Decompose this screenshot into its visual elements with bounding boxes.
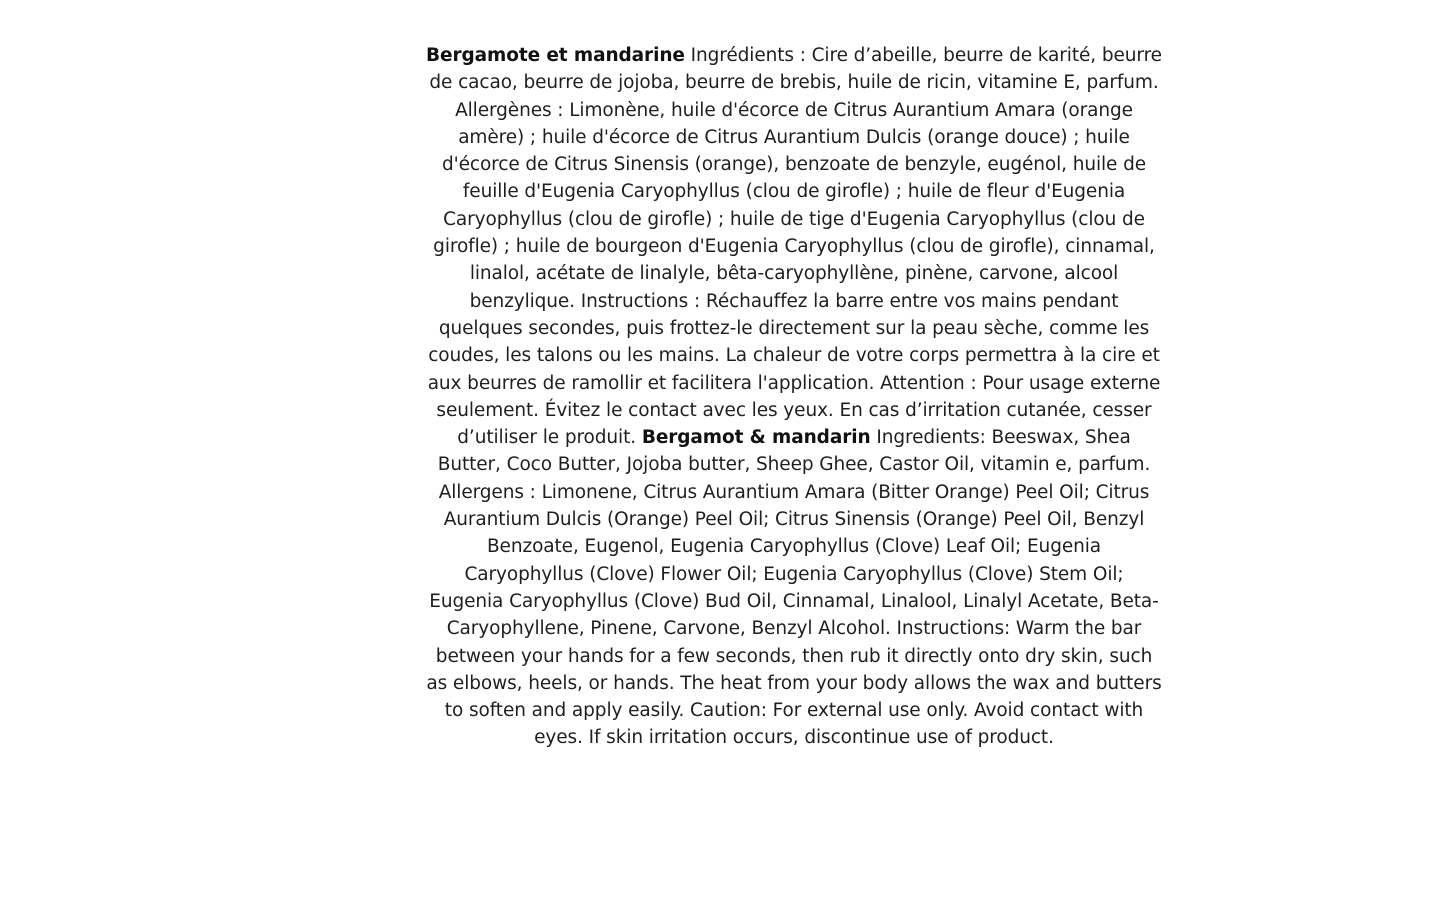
product-label-text — [426, 42, 1162, 752]
french-product-title: Bergamote et mandarine — [426, 45, 685, 66]
english-product-title: Bergamot & mandarin — [641, 427, 871, 449]
french-label-body: Ingrédients : Cire d’abeille, beurre de karité, beurre de cacao, beurre de jojoba, beurre de brebis, huile de ricin, vitamine E, parfum. Allergènes : Limonène, huile d'écorce de Citrus Aurantium Amara (orange amère) ; huile d'écorce de Citrus Aurantium Dulcis (orange douce) ; huile d'écorce de Citrus Sinensis (orange), benzoate de benzyle, eugénol, huile de feuille d'Eugenia Caryophyllus (clou de girofle) ; huile de fleur d'Eugenia Caryophyllus (clou de girofle) ; huile de tige d'Eugenia Caryophyllus (clou de girofle) ; huile de bourgeon d'Eugenia Caryophyllus (clou de girofle), cinnamal, linalol, acétate de linalyle, bêta-caryophyllène, pinène, carvone, alcool benzylique. Instructions : Réchauffez la barre entre vos mains pendant quelques secondes, puis frottez-le directement sur la peau sèche, comme les coudes, les talons ou les mains. La chaleur de votre corps permettra à la cire et aux beurres de ramollir et facilitera l'application. Attention : Pour usage externe seulement. Évitez le contact avec les yeux. En cas d’irritation cutanée, cesser d’utiliser le produit. — [427, 45, 1162, 449]
english-label-body: Ingredients: Beeswax, Shea Butter, Coco Butter, Jojoba butter, Sheep Ghee, Castor Oil, vitamin e, parfum. Allergens : Limonene, Citrus Aurantium Amara (Bitter Orange) Peel Oil; Citrus Aurantium Dulcis (Orange) Peel Oil; Citrus Sinensis (Orange) Peel Oil, Benzyl Benzoate, Eugenol, Eugenia Caryophyllus (Clove) Leaf Oil; Eugenia Caryophyllus (Clove) Flower Oil; Eugenia Caryophyllus (Clove) Stem Oil; Eugenia Caryophyllus (Clove) Bud Oil, Cinnamal, Linalool, Linalyl Acetate, Beta-Caryophyllene, Pinene, Carvone, Benzyl Alcohol. Instructions: Warm the bar between your hands for a few seconds, then rub it directly onto dry skin, such as elbows, heels, or hands. The heat from your body allows the wax and butters to soften and apply easily. Caution: For external use only. Avoid contact with eyes. If skin irritation occurs, discontinue use of product. — [426, 427, 1162, 749]
